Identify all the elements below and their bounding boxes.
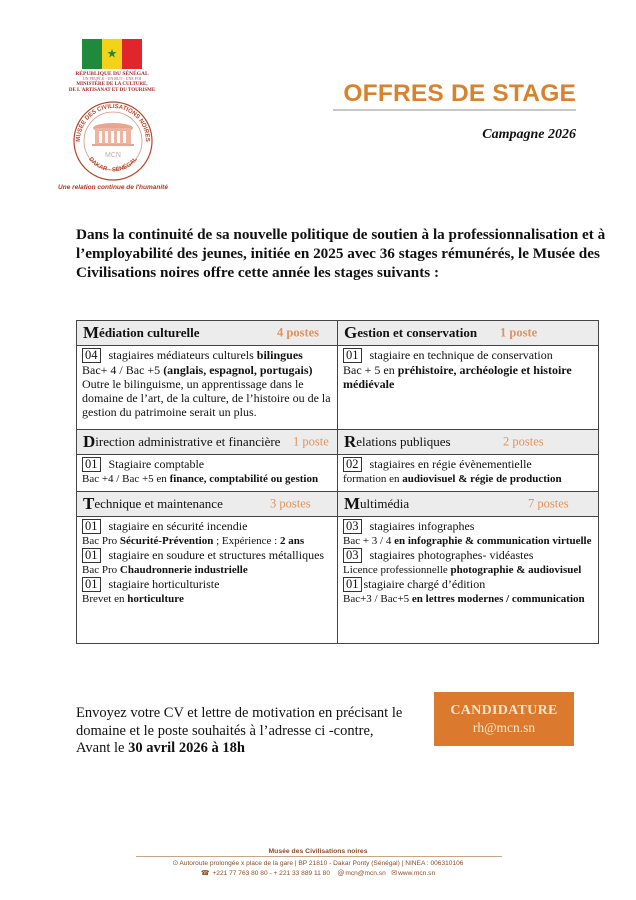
svg-text:DAKAR - SÉNÉGAL: DAKAR - SÉNÉGAL bbox=[87, 156, 139, 174]
department-body bbox=[338, 455, 598, 490]
department-body bbox=[338, 517, 598, 610]
museum-tagline: Une relation continue de l'humanité bbox=[58, 184, 168, 191]
requirement-text: Bac+3 / Bac+5 bbox=[343, 593, 412, 605]
position-title: stagiaires photographes- vidéastes bbox=[369, 548, 534, 562]
requirement-text: Bac Pro bbox=[82, 535, 120, 547]
footer-website-link[interactable]: www.mcn.sn bbox=[398, 870, 436, 877]
footer-email-link[interactable]: mcn@mcn.sn bbox=[345, 870, 386, 877]
title-underline bbox=[333, 109, 576, 111]
footer-phones: +221 77 763 80 80 - + 221 33 889 11 80 bbox=[212, 870, 331, 877]
positions-number: 01 bbox=[82, 457, 101, 472]
department-body bbox=[77, 455, 337, 490]
ministry-caption bbox=[62, 71, 162, 93]
position-note: Outre le bilinguisme, un apprentissage dans le domaine de l’art, de la culture, de l’histoire ou de la gestion du patrimoine serait un plus. bbox=[82, 377, 331, 419]
position-line bbox=[343, 548, 593, 563]
requirement-emphasis: audiovisuel & régie de production bbox=[402, 473, 562, 485]
requirement-text: Bac + 5 en bbox=[343, 363, 398, 377]
requirement-line bbox=[343, 472, 593, 486]
positions-count: 7 postes bbox=[528, 496, 569, 511]
application-text: Envoyez votre CV et lettre de motivation en précisant le domaine et le poste souhaités à l’adresse ci -contre, bbox=[76, 705, 403, 739]
table-row bbox=[77, 429, 598, 491]
department-header bbox=[338, 430, 598, 455]
requirement-emphasis: Sécurité-Prévention bbox=[119, 535, 214, 547]
requirement-emphasis: 2 ans bbox=[279, 535, 305, 547]
requirement-text: Bac+ 4 / Bac +5 bbox=[82, 363, 164, 377]
requirement-text: Bac Pro bbox=[82, 564, 120, 576]
location-pin-icon: ⊙ bbox=[172, 859, 179, 867]
requirement-line bbox=[82, 592, 332, 606]
positions-number: 03 bbox=[343, 519, 362, 534]
department-mediation bbox=[77, 321, 337, 429]
phone-icon: ☎ bbox=[200, 869, 210, 877]
department-title: elations publiques bbox=[356, 434, 451, 449]
positions-number: 01 bbox=[82, 548, 101, 563]
requirement-text: Bac +4 / Bac +5 en bbox=[82, 473, 170, 485]
requirement-line bbox=[82, 363, 332, 377]
position-title: stagiaire en soudure et structures métalliques bbox=[108, 548, 325, 562]
positions-number: 02 bbox=[343, 457, 362, 472]
requirement-line bbox=[343, 363, 593, 391]
motto-label: UN PEUPLE - UN BUT - UNE FOI bbox=[82, 76, 142, 82]
department-title: estion et conservation bbox=[357, 325, 478, 340]
svg-text:MUSÉE DES CIVILISATIONS NOIRES: MUSÉE DES CIVILISATIONS NOIRES bbox=[75, 103, 151, 142]
department-header bbox=[77, 492, 337, 517]
table-row bbox=[77, 321, 598, 429]
requirement-emphasis: en lettres modernes / communication bbox=[411, 593, 585, 605]
positions-number: 04 bbox=[82, 348, 101, 363]
requirement-line bbox=[82, 534, 332, 548]
positions-number: 03 bbox=[343, 548, 362, 563]
application-instructions bbox=[76, 705, 416, 758]
intro-paragraph: Dans la continuité de sa nouvelle politique de soutien à la professionnalisation et à l’employabilité des jeunes, initiée en 2025 avec 36 stages rémunérés, le Musée des Civilisations noires offre cette année les stages suivants : bbox=[76, 226, 606, 281]
department-body bbox=[338, 346, 598, 395]
campaign-label: Campagne 2026 bbox=[482, 127, 576, 142]
requirement-emphasis: (anglais, espagnol, portugais) bbox=[163, 363, 313, 377]
requirement-emphasis: finance, comptabilité ou gestion bbox=[169, 473, 319, 485]
department-body bbox=[77, 346, 337, 423]
position-title: stagiaire en technique de conservation bbox=[369, 348, 553, 362]
department-header bbox=[338, 492, 598, 517]
republic-label: RÉPUBLIQUE DU SÉNÉGAL bbox=[75, 71, 149, 77]
position-title: stagiaires infographes bbox=[369, 519, 475, 533]
position-title: stagiaires en régie évènementielle bbox=[369, 457, 532, 471]
position-title: stagiaires médiateurs culturels bbox=[108, 348, 257, 362]
positions-count: 1 poste bbox=[500, 325, 538, 340]
position-title: stagiaire chargé d’édition bbox=[363, 577, 486, 591]
internship-table bbox=[76, 320, 599, 644]
footer-address: Autoroute prolongée x place de la gare | BP 21810 - Dakar Ponty (Sénégal) | NINEA : 006310106 bbox=[179, 860, 464, 867]
department-multimedia bbox=[337, 492, 598, 643]
requirement-text: formation en bbox=[343, 473, 403, 485]
position-line bbox=[82, 348, 332, 363]
position-line bbox=[82, 548, 332, 563]
flag-green-band bbox=[82, 39, 102, 69]
position-line bbox=[343, 348, 593, 363]
page-title: OFFRES DE STAGE bbox=[343, 80, 576, 107]
position-line bbox=[343, 577, 593, 592]
deadline-date: 30 avril 2026 à 18h bbox=[128, 740, 245, 756]
department-initial: T bbox=[83, 494, 95, 513]
department-initial: D bbox=[83, 432, 96, 451]
requirement-line bbox=[343, 592, 593, 606]
senegal-flag bbox=[82, 39, 142, 69]
requirement-line bbox=[343, 534, 593, 548]
position-line bbox=[82, 519, 332, 534]
requirement-emphasis: Chaudronnerie industrielle bbox=[119, 564, 248, 576]
positions-count: 4 postes bbox=[277, 325, 320, 340]
department-initial: M bbox=[83, 323, 100, 342]
department-header bbox=[77, 430, 337, 455]
requirement-text: Licence professionnelle bbox=[343, 564, 451, 576]
position-line bbox=[343, 457, 593, 472]
department-header bbox=[338, 321, 598, 346]
department-body bbox=[77, 517, 337, 610]
department-title: irection administrative et financière bbox=[95, 434, 281, 449]
requirement-text: Brevet en bbox=[82, 593, 128, 605]
position-title: stagiaire horticulturiste bbox=[108, 577, 220, 591]
museum-seal-logo bbox=[68, 100, 158, 182]
footer-org-name: Musée des Civilisations noires bbox=[268, 848, 368, 855]
department-direction-admin-finance bbox=[77, 430, 337, 491]
flag-red-band bbox=[122, 39, 142, 69]
requirement-emphasis: horticulture bbox=[127, 593, 184, 605]
requirement-emphasis: photographie & audiovisuel bbox=[450, 564, 582, 576]
application-contact-box bbox=[434, 692, 574, 746]
department-title: ultimédia bbox=[360, 496, 410, 511]
requirement-emphasis: en infographie & communication virtuelle bbox=[394, 535, 592, 547]
cta-email-link[interactable]: rh@mcn.sn bbox=[472, 719, 536, 735]
department-initial: M bbox=[344, 494, 361, 513]
ministry-label-2: DE L'ARTISANAT ET DU TOURISME bbox=[68, 87, 156, 93]
requirement-emphasis: préhistoire, archéologie et histoire médiévale bbox=[343, 363, 572, 391]
at-icon: @ bbox=[337, 869, 345, 877]
position-line bbox=[343, 519, 593, 534]
footer-divider bbox=[136, 856, 502, 857]
requirement-text: Bac + 3 / 4 bbox=[343, 535, 395, 547]
position-title-emphasis: bilingues bbox=[256, 348, 303, 362]
envelope-icon: ✉ bbox=[391, 869, 398, 877]
flag-star-icon: ★ bbox=[106, 46, 118, 61]
ministry-label-1: MINISTÈRE DE LA CULTURE, bbox=[76, 81, 148, 87]
department-title: édiation culturelle bbox=[99, 325, 200, 340]
deadline-prefix: Avant le bbox=[76, 740, 129, 756]
cta-title: CANDIDATURE bbox=[450, 702, 558, 718]
department-relations-publiques bbox=[337, 430, 598, 491]
department-initial: G bbox=[344, 323, 358, 342]
footer-contact-line bbox=[0, 869, 636, 877]
requirement-line bbox=[82, 472, 332, 486]
positions-count: 1 poste bbox=[293, 434, 329, 449]
position-title: stagiaire en sécurité incendie bbox=[108, 519, 248, 533]
department-gestion-conservation bbox=[337, 321, 598, 429]
positions-count: 2 postes bbox=[503, 434, 544, 449]
footer-address-line bbox=[0, 859, 636, 867]
department-technique-maintenance bbox=[77, 492, 337, 643]
positions-number: 01 bbox=[82, 519, 101, 534]
department-header bbox=[77, 321, 337, 346]
department-title: echnique et maintenance bbox=[94, 496, 223, 511]
department-initial: R bbox=[344, 432, 357, 451]
positions-number: 01 bbox=[343, 577, 362, 592]
requirement-line bbox=[343, 563, 593, 577]
position-title: Stagiaire comptable bbox=[108, 457, 205, 471]
requirement-line bbox=[82, 563, 332, 577]
requirement-text: ; Expérience : bbox=[213, 535, 280, 547]
table-row bbox=[77, 491, 598, 643]
positions-count: 3 postes bbox=[270, 496, 311, 511]
position-line bbox=[82, 457, 332, 472]
flag-yellow-band bbox=[102, 39, 122, 69]
svg-text:MCN: MCN bbox=[105, 152, 121, 159]
positions-number: 01 bbox=[82, 577, 101, 592]
position-line bbox=[82, 577, 332, 592]
positions-number: 01 bbox=[343, 348, 362, 363]
